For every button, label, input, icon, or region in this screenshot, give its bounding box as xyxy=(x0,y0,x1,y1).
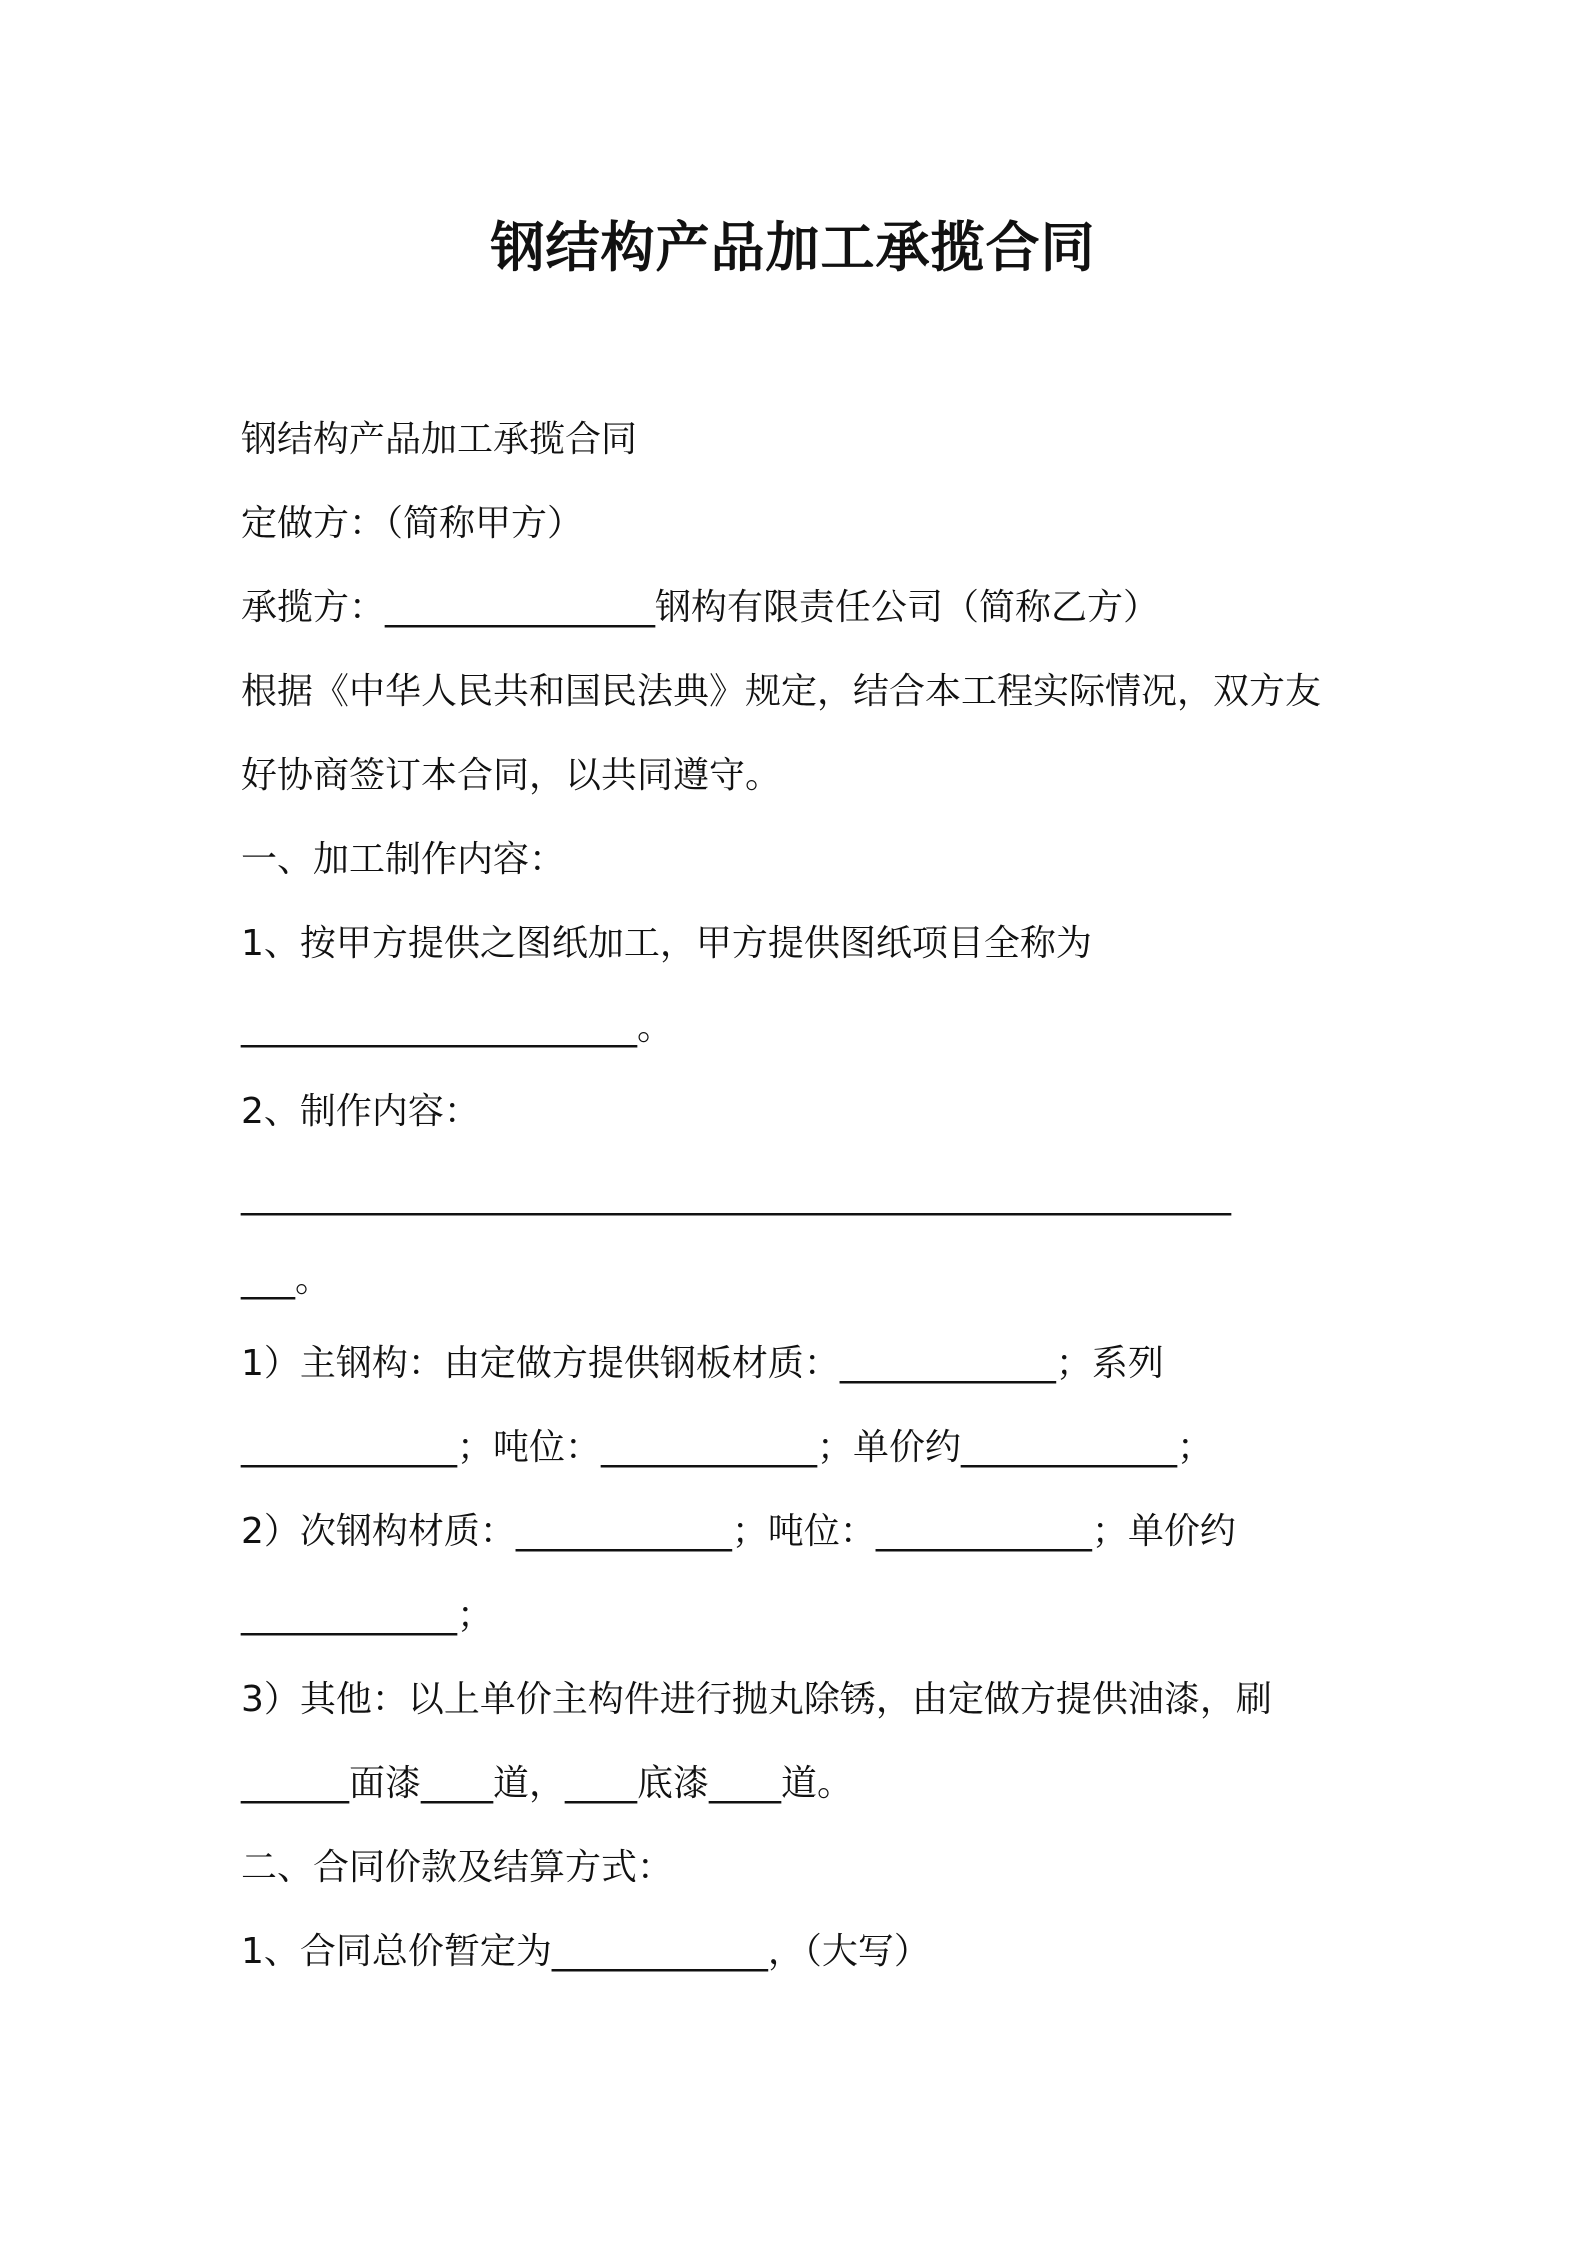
blank-line: _______________________________________________________ xyxy=(241,1175,1231,1216)
paragraph-line: 好协商签订本合同，以共同遵守。 xyxy=(241,755,782,796)
paragraph-line: ______面漆____道，____底漆____道。 xyxy=(241,1763,854,1804)
paragraph-line: ______________________。 xyxy=(241,1007,673,1048)
paragraph-line: 承揽方：_______________钢构有限责任公司（简称乙方） xyxy=(241,587,1160,628)
paragraph-line: 1、合同总价暂定为____________，（大写） xyxy=(241,1931,930,1972)
paragraph-line: 定做方：（简称甲方） xyxy=(241,503,584,544)
paragraph-line: 根据《中华人民共和国民法典》规定，结合本工程实际情况，双方友 xyxy=(241,671,1322,712)
paragraph-line: 2）次钢构材质：____________；吨位：____________；单价约 xyxy=(241,1511,1236,1552)
paragraph-line: ____________； xyxy=(241,1595,494,1636)
paragraph-line: 钢结构产品加工承揽合同 xyxy=(241,419,638,460)
paragraph-line: 3）其他：以上单价主构件进行抛丸除锈，由定做方提供油漆，刷 xyxy=(241,1679,1272,1720)
section-heading: 一、加工制作内容： xyxy=(241,839,566,880)
paragraph-line: ____________；吨位：____________；单价约____________； xyxy=(241,1427,1214,1468)
document-body xyxy=(241,398,1371,1994)
paragraph-line: 1、按甲方提供之图纸加工，甲方提供图纸项目全称为 xyxy=(241,923,1092,964)
document-title: 钢结构产品加工承揽合同 xyxy=(490,216,1096,279)
paragraph-line: 2、制作内容： xyxy=(241,1091,480,1132)
paragraph-line: 1）主钢构：由定做方提供钢板材质：____________；系列 xyxy=(241,1343,1164,1384)
blank-line: ___。 xyxy=(241,1259,332,1300)
section-heading: 二、合同价款及结算方式： xyxy=(241,1847,674,1888)
